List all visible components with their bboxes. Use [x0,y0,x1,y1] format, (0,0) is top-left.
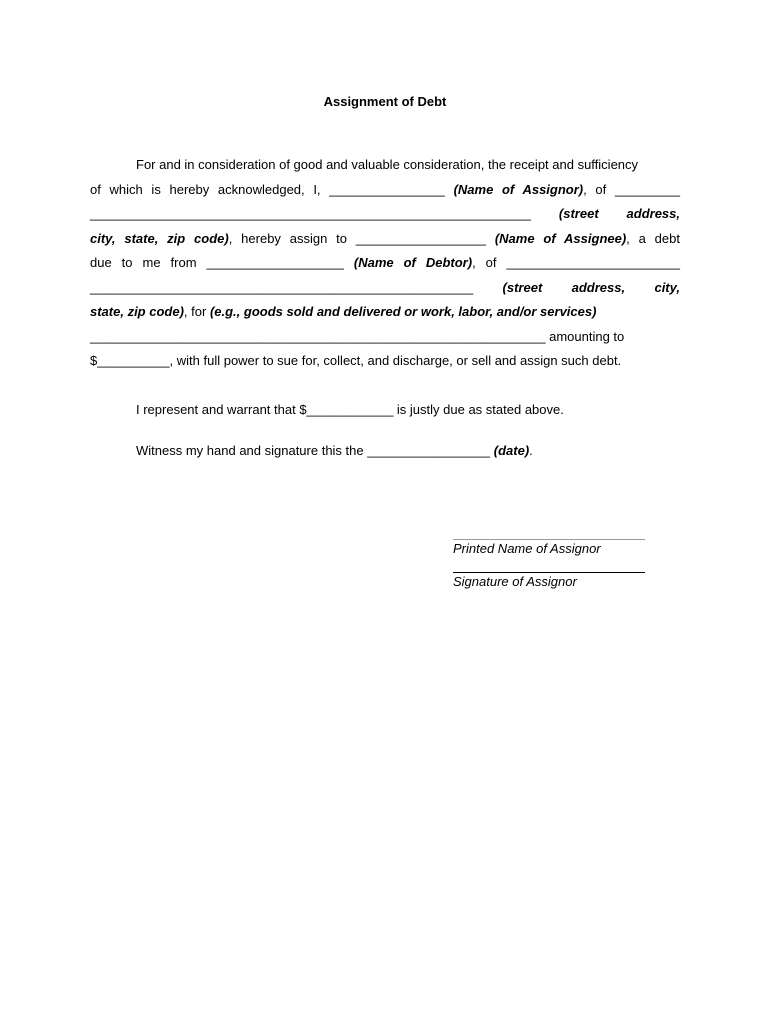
paragraph-line [90,300,680,325]
document-title: Assignment of Debt [323,94,447,109]
printed-name-label: Printed Name of Assignor [453,541,601,556]
witness-paragraph [90,439,680,464]
paragraph-line [90,325,680,350]
text-run: due to me from ___________________ [90,255,354,270]
assignee-name-label: (Name of Assignee) [494,230,627,246]
text-run: _______________________________________________________________ amounting to [90,328,625,344]
paragraph-line [90,439,680,464]
address-label: state, zip code) [90,304,184,319]
paragraph-line [90,202,680,227]
text-run: _____________________________________________________________ [90,206,559,221]
warranty-paragraph [90,398,680,423]
paragraph-line [90,178,680,203]
text-run: , a debt [626,230,680,246]
address-label: (street address, [558,206,680,221]
text-run: of which is hereby acknowledged, I, ________________ [90,181,454,197]
text-run: , of ________________________ [472,255,680,270]
date-label: (date) [493,443,530,458]
text-run: , of _________ [583,181,680,197]
paragraph-line [90,251,680,276]
address-label: (street address, city, [502,279,680,295]
printed-name-line [453,539,645,540]
assignment-paragraph [90,153,680,374]
goods-services-label: (e.g., goods sold and delivered or work, labor, and/or services) [209,304,597,319]
assignor-name-label: (Name of Assignor) [453,181,584,197]
text-run: $__________, with full power to sue for, collect, and discharge, or sell and assign such debt. [90,353,622,368]
signature-label: Signature of Assignor [453,574,577,589]
warranty-text: I represent and warrant that $____________ is justly due as stated above. [136,402,564,417]
address-label: city, state, zip code) [90,230,229,246]
text-run: For and in consideration of good and valuable consideration, the receipt and sufficiency [136,157,639,172]
paragraph-line [90,349,680,374]
debtor-name-label: (Name of Debtor) [353,255,473,270]
paragraph-line [90,153,680,178]
text-run: , hereby assign to __________________ [228,230,495,246]
text-run: . [529,443,533,458]
text-run: , for [183,304,210,319]
text-run: Witness my hand and signature this the _________________ [136,443,494,458]
paragraph-line [90,227,680,252]
text-run: _____________________________________________________ [90,279,503,295]
paragraph-line [90,276,680,301]
signature-line [453,572,645,573]
